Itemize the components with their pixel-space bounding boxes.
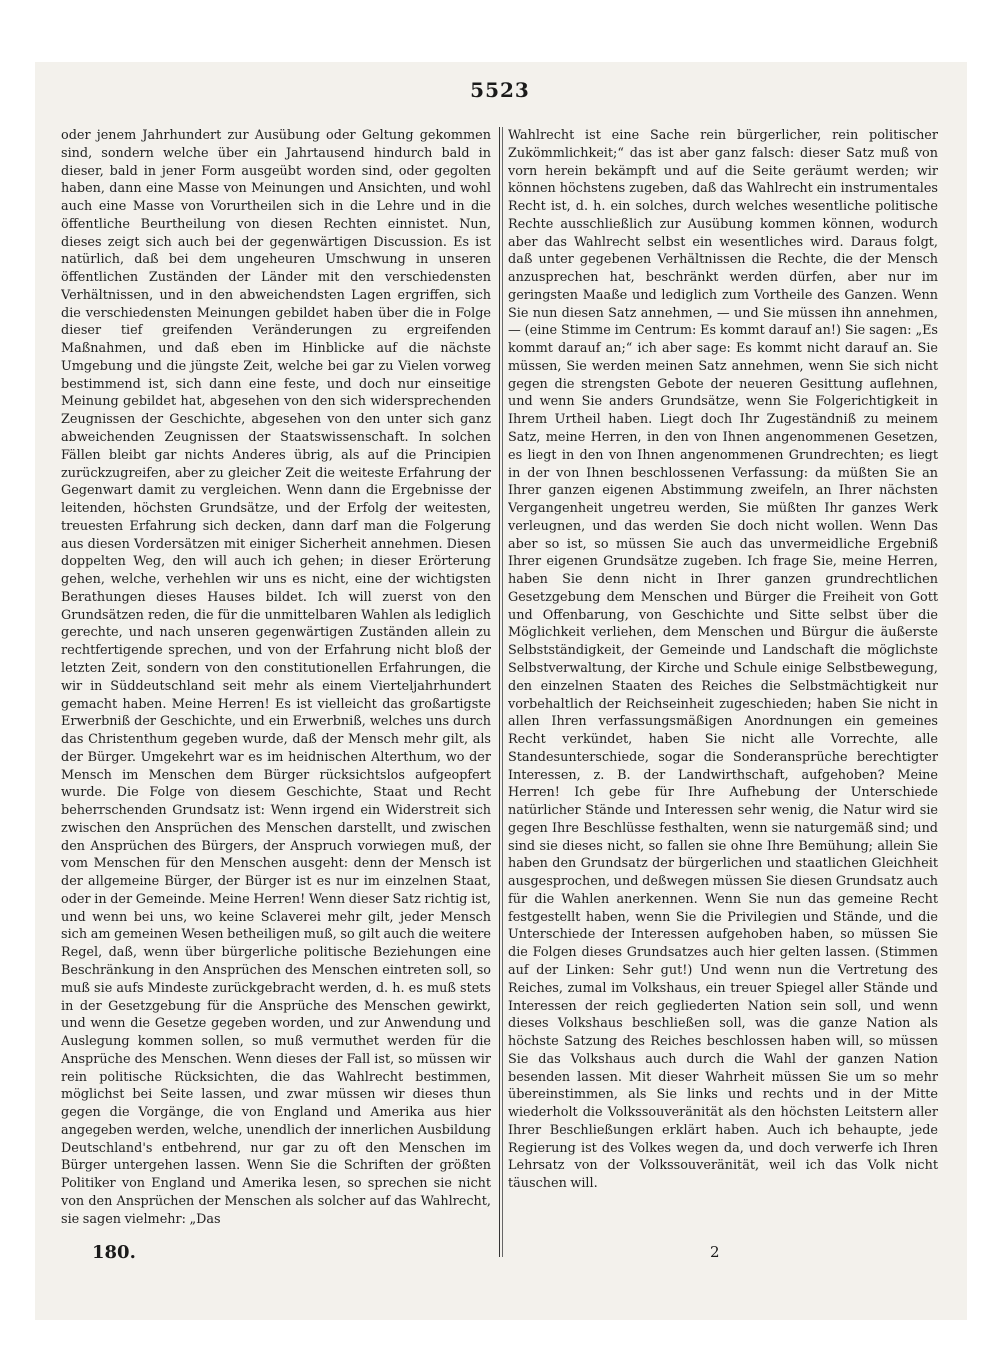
page-number: 5523 — [470, 78, 530, 102]
signature-mark: 2 — [710, 1243, 720, 1261]
text-column-right: Wahlrecht ist eine Sache rein bürgerlicher, rein politischer Zukömmlichkeit;“ das ist aber ganz falsch: dieser Satz muß von vorn herein bekämpft und auf die Seite geräumt werden; wir können höchstens zugeben, daß das Wahlrecht ein instrumentales Recht ist, d. h. ein solches, durch welches wesentliche politische Rechte ausschließlich zur Ausübung kommen können, wodurch aber das Wahlrecht selbst ein wesentliches wird. Daraus folgt, daß unter gegebenen Verhältnissen die Rechte, die der Mensch anzusprechen hat, beschränkt werden dürfen, aber nur im geringsten Maaße und lediglich zum Vortheile des Ganzen. Wenn Sie nun diesen Satz annehmen, — und Sie müssen ihn annehmen, — (eine Stimme im Centrum: Es kommt darauf an!) Sie sagen: „Es kommt darauf an;“ ich aber sage: Es kommt nicht darauf an. Sie müssen, Sie werden meinen Satz annehmen, wenn Sie sich nicht gegen die strengsten Gebote der neueren Gesittung auflehnen, und wenn Sie anders Grundsätze, wenn Sie Folgerichtigkeit in Ihrem Urtheil haben. Liegt doch Ihr Zugeständniß zu meinem Satz, meine Herren, in den von Ihnen angenommenen Gesetzen, es liegt in den von Ihnen angenommenen Grundrechten; es liegt in der von Ihnen beschlossenen Verfassung: da müßten Sie an Ihrer ganzen eigenen Abstimmung zweifeln, an Ihrer nächsten Vergangenheit ungetreu werden, Sie müßten Ihr ganzes Werk verleugnen, und das werden Sie doch nicht wollen. Wenn Das aber so ist, so müssen Sie auch das unvermeidliche Ergebniß Ihrer eigenen Grundsätze zugeben. Ich frage Sie, meine Herren, haben Sie denn nicht in Ihrer ganzen grundrechtlichen Gesetzgebung dem Menschen und Bürger die Freiheit von Gott und Offenbarung, von Geschichte und Sitte selbst über die Möglichkeit verliehen, dem Menschen und Bürgur die äußerste Selbstständigkeit, der Gemeinde und Landschaft die möglichste Selbstverwaltung, der Kirche und Schule einige Selbstbewegung, den einzelnen Staaten des Reiches die Selbstmächtigkeit nur vorbehaltlich der Reichseinheit zugeschieden; haben Sie nicht in allen Ihren verfassungsmäßigen Anordnungen ein gemeines Recht verkündet, haben Sie nicht alle Vorrechte, alle Standesunterschiede, sogar die Sonderansprüche berechtigter Interessen, z. B. der Landwirthschaft, aufgehoben? Meine Herren! Ich gebe für Ihre Aufhebung der Unterschiede natürlicher Stände und Interessen sehr wenig, die Natur wird sie gegen Ihre Beschlüsse festhalten, wenn sie naturgemäß sind; und sind sie dieses nicht, so fallen sie ohne Ihre Bemühung; allein Sie haben den Grundsatz der bürgerlichen und staatlichen Gleichheit ausgesprochen, und deßwegen müssen Sie diesen Grundsatz auch für die Wahlen anerkennen. Wenn Sie nun das gemeine Recht festgestellt haben, wenn Sie die Privilegien und Stände, und die Unterschiede der Interessen aufgehoben haben, so müssen Sie die Folgen dieses Grundsatzes auch hier gelten lassen. (Stimmen auf der Linken: Sehr gut!) Und wenn nun die Vertretung des Reiches, zumal im Volkshaus, ein treuer Spiegel aller Stände und Interessen der reich gegliederten Nation sein soll, und wenn dieses Volkshaus beschließen soll, was die ganze Nation als höchste Satzung des Reiches beschlossen haben will, so müssen Sie das Volkshaus auch durch die Wahl der ganzen Nation besenden lassen. Mit dieser Wahrheit müssen Sie um so mehr übereinstimmen, als Sie links und rechts und in der Mitte wiederholt die Volkssouveränität als den höchsten Leitstern aller Ihrer Beschließungen erklärt haben. Auch ich behaupte, jede Regierung ist des Volkes wegen da, und doch verwerfe ich Ihren Lehrsatz von der Volkssouveränität, weil ich das Volk nicht täuschen will. — [508, 128, 938, 1192]
text-column-left: oder jenem Jahrhundert zur Ausübung oder Geltung gekommen sind, sondern welche über ein Jahrtausend hindurch bald in dieser, bald in jener Form ausgeübt worden sind, oder gegolten haben, dann eine Masse von Meinungen und Ansichten, und wohl auch eine Masse von Vorurtheilen sich in die Lehre und in die öffentliche Beurtheilung von diesen Rechten einnistet. Nun, dieses zeigt sich auch bei der gegenwärtigen Discussion. Es ist natürlich, daß bei dem ungeheuren Umschwung in unseren öffentlichen Zuständen der Länder mit den verschiedensten Verhältnissen, und in den abweichendsten Lagen ergriffen, sich die verschiedensten Meinungen gebildet haben über die in Folge dieser tief greifenden Veränderungen zu ergreifenden Maßnahmen, und daß eben im Hinblicke auf die nächste Umgebung und die jüngste Zeit, welche bei gar zu Vielen vorweg bestimmend ist, sich dann eine feste, und doch nur einseitige Meinung gebildet hat, abgesehen von den sich widersprechenden Zeugnissen der Geschichte, abgesehen von den unter sich ganz abweichenden Zeugnissen der Staatswissenschaft. In solchen Fällen bleibt gar nichts Anderes übrig, als auf die Principien zurückzugreifen, aber zu gleicher Zeit die weiteste Erfahrung der Gegenwart damit zu vergleichen. Wenn dann die Ergebnisse der leitenden, höchsten Grundsätze, und der Erfolg der weitesten, treuesten Erfahrung sich decken, dann darf man die Folgerung aus diesen Vordersätzen mit einiger Sicherheit annehmen. Diesen doppelten Weg, den will auch ich gehen; in dieser Erörterung gehen, welche, verhehlen wir uns es nicht, eine der wichtigsten Berathungen dieses Hauses bildet. Ich will zuerst von den Grundsätzen reden, die für die unmittelbaren Wahlen als lediglich gerechte, und nach unseren gegenwärtigen Zuständen allein zu rechtfertigende sprechen, und von der Erfahrung nicht bloß der letzten Zeit, sondern von den constitutionellen Erfahrungen, die wir in Süddeutschland seit mehr als einem Vierteljahrhundert gemacht haben. Meine Herren! Es ist vielleicht das großartigste Erwerbniß der Geschichte, und ein Erwerbniß, welches uns durch das Christenthum gegeben wurde, daß der Mensch mehr gilt, als der Bürger. Umgekehrt war es im heidnischen Alterthum, wo der Mensch im Menschen dem Bürger rücksichtslos aufgeopfert wurde. Die Folge von diesem Geschichte, Staat und Recht beherrschenden Grundsatz ist: Wenn irgend ein Widerstreit sich zwischen den Ansprüchen des Menschen darstellt, und zwischen den Ansprüchen des Bürgers, der Anspruch vorwiegen muß, der vom Menschen für den Menschen ausgeht: denn der Mensch ist der allgemeine Bürger, der Bürger ist es nur im einzelnen Staat, oder in der Gemeinde. Meine Herren! Wenn dieser Satz richtig ist, und wenn bei uns, wo keine Sclaverei mehr gilt, jeder Mensch sich am gemeinen Wesen betheiligen muß, so gilt auch die weitere Regel, daß, wenn über bürgerliche politische Beziehungen eine Beschränkung in den Ansprüchen des Menschen eintreten soll, so muß sie aufs Mindeste zurückgebracht werden, d. h. es muß stets in der Gesetzgebung für die Ansprüche des Menschen gewirkt, und wenn die Gesetze gegeben worden, und zur Anwendung und Auslegung kommen sollen, so muß vermuthet werden für die Ansprüche des Menschen. Wenn dieses der Fall ist, so müssen wir rein politische Rücksichten, die das Wahlrecht bestimmen, möglichst bei Seite lassen, und zwar müssen wir dieses thun gegen die Vorgänge, die von England und Amerika aus hier angegeben werden, welche, unendlich der innerlichen Ausbildung Deutschland's entbehrend, nur gar zu oft den Menschen im Bürger untergehen lassen. Wenn Sie die Schriften der größten Politiker von England und Amerika lesen, so sprechen sie nicht von den Ansprüchen der Menschen als solcher auf das Wahlrecht, sie sagen vielmehr: „Das — [61, 128, 491, 1227]
column-divider-inner — [502, 127, 503, 1257]
column-divider — [499, 127, 500, 1257]
sheet-number: 180. — [92, 1242, 136, 1263]
